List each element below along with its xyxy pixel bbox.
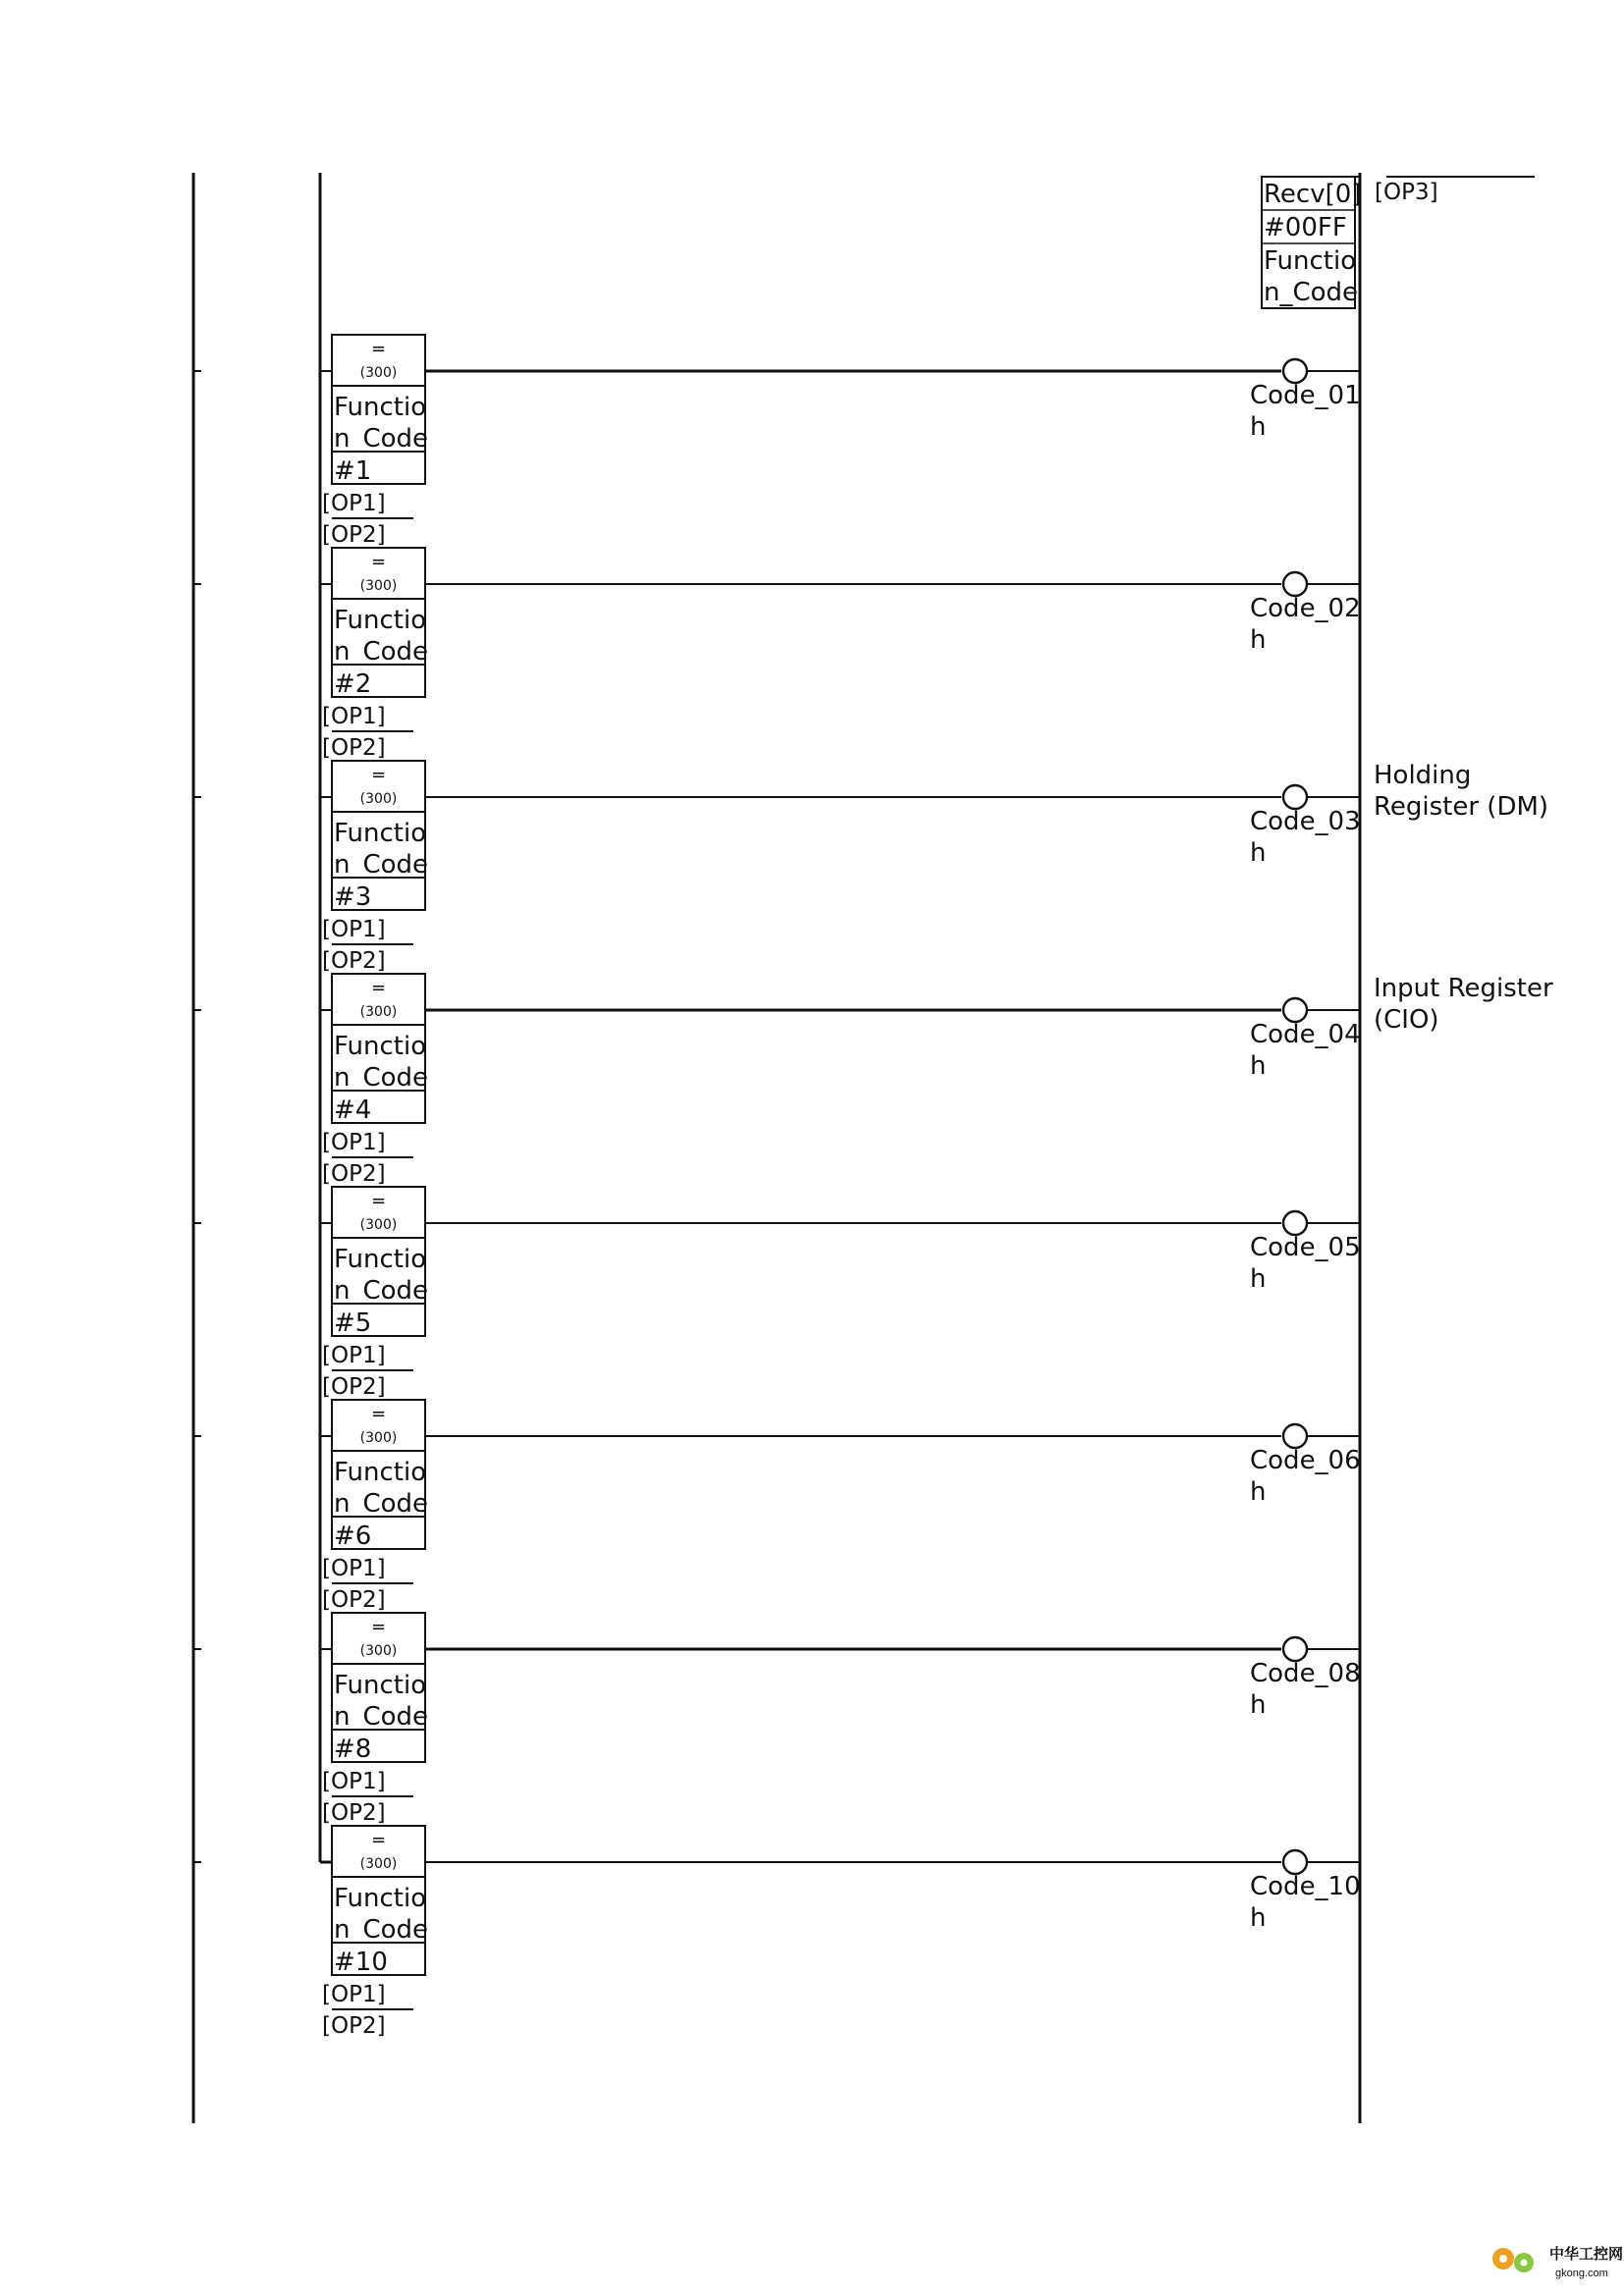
compare-symbol: = xyxy=(370,1617,387,1637)
op2-label: [OP2] xyxy=(322,522,386,548)
compare-operand-line: Functio xyxy=(334,1884,427,1913)
area-note: (CIO) xyxy=(1374,1005,1439,1035)
area-note: Register (DM) xyxy=(1374,792,1549,822)
coil-address: h xyxy=(1250,838,1267,868)
compare-code: (300) xyxy=(359,365,398,381)
op2-label: [OP2] xyxy=(322,1800,386,1826)
coil-address: Code_06 xyxy=(1250,1446,1361,1475)
op2-label: [OP2] xyxy=(322,1587,386,1613)
compare-constant: #1 xyxy=(334,456,372,486)
coil-address: Code_04 xyxy=(1250,1020,1361,1049)
watermark-text-url: gkong.com xyxy=(1555,2268,1608,2279)
compare-operand-line: Functio xyxy=(334,1458,427,1487)
coil-address: h xyxy=(1250,412,1267,442)
compare-constant: #10 xyxy=(334,1948,388,1977)
compare-operand-line: n_Code xyxy=(334,850,429,880)
move-block-row: #00FF xyxy=(1264,213,1347,242)
compare-constant: #3 xyxy=(334,882,372,912)
coil-address: h xyxy=(1250,1051,1267,1081)
compare-operand-line: Functio xyxy=(334,819,427,848)
coil-address: Code_05 xyxy=(1250,1233,1361,1262)
op2-label: [OP2] xyxy=(322,948,386,974)
move-block-row: n_Code xyxy=(1264,278,1359,307)
op1-label: [OP1] xyxy=(322,1130,386,1155)
coil-address: Code_08 xyxy=(1250,1659,1361,1688)
coil-icon xyxy=(1283,1424,1307,1448)
coil-address: Code_01 xyxy=(1250,381,1361,410)
area-note: Holding xyxy=(1374,761,1472,790)
coil-address: h xyxy=(1250,1264,1267,1294)
compare-code: (300) xyxy=(359,1217,398,1233)
compare-operand-line: n_Code xyxy=(334,424,429,454)
compare-operand-line: n_Code xyxy=(334,637,429,667)
op3-label: [OP3] xyxy=(1375,180,1438,205)
op2-label: [OP2] xyxy=(322,1374,386,1400)
compare-symbol: = xyxy=(370,1191,387,1211)
compare-operand-line: n_Code xyxy=(334,1702,429,1732)
gear-icon xyxy=(1492,2248,1534,2272)
op2-label: [OP2] xyxy=(322,2013,386,2039)
rungs-group xyxy=(193,335,1553,2039)
coil-icon xyxy=(1283,998,1307,1022)
compare-operand-line: Functio xyxy=(334,1032,427,1061)
compare-operand-line: n_Code xyxy=(334,1063,429,1093)
watermark-logo xyxy=(1492,2245,1623,2279)
compare-operand-line: Functio xyxy=(334,1245,427,1274)
compare-symbol: = xyxy=(370,339,387,359)
compare-operand-line: Functio xyxy=(334,606,427,635)
compare-constant: #2 xyxy=(334,669,372,699)
op1-label: [OP1] xyxy=(322,1982,386,2007)
op1-label: [OP1] xyxy=(322,917,386,942)
compare-constant: #4 xyxy=(334,1095,372,1125)
compare-constant: #5 xyxy=(334,1308,372,1338)
area-note: Input Register xyxy=(1374,974,1553,1003)
coil-address: Code_02 xyxy=(1250,594,1361,623)
compare-operand-line: n_Code xyxy=(334,1276,429,1306)
compare-code: (300) xyxy=(359,791,398,807)
op1-label: [OP1] xyxy=(322,491,386,516)
compare-code: (300) xyxy=(359,1004,398,1020)
compare-code: (300) xyxy=(359,1430,398,1446)
coil-address: h xyxy=(1250,1477,1267,1507)
move-instruction-block xyxy=(1262,177,1535,308)
compare-symbol: = xyxy=(370,552,387,572)
op1-label: [OP1] xyxy=(322,704,386,729)
compare-symbol: = xyxy=(370,1404,387,1424)
coil-icon xyxy=(1283,572,1307,596)
coil-icon xyxy=(1283,1637,1307,1661)
coil-icon xyxy=(1283,785,1307,809)
op1-label: [OP1] xyxy=(322,1556,386,1581)
coil-address: h xyxy=(1250,1903,1267,1933)
coil-address: Code_03 xyxy=(1250,807,1361,836)
coil-address: h xyxy=(1250,1690,1267,1720)
op1-label: [OP1] xyxy=(322,1343,386,1368)
compare-symbol: = xyxy=(370,765,387,785)
move-block-row: Recv[0] xyxy=(1264,180,1362,209)
compare-code: (300) xyxy=(359,1643,398,1659)
compare-operand-line: n_Code xyxy=(334,1489,429,1519)
op1-label: [OP1] xyxy=(322,1769,386,1794)
move-block-row: Functio xyxy=(1264,246,1357,276)
compare-operand-line: Functio xyxy=(334,1671,427,1700)
compare-constant: #8 xyxy=(334,1735,372,1764)
coil-address: Code_10 xyxy=(1250,1872,1361,1901)
coil-icon xyxy=(1283,1211,1307,1235)
coil-icon xyxy=(1283,359,1307,383)
op2-label: [OP2] xyxy=(322,735,386,761)
compare-symbol: = xyxy=(370,978,387,998)
compare-operand-line: Functio xyxy=(334,393,427,422)
compare-symbol: = xyxy=(370,1830,387,1850)
watermark-text-cn: 中华工控网 xyxy=(1549,2246,1624,2263)
op2-label: [OP2] xyxy=(322,1161,386,1187)
compare-operand-line: n_Code xyxy=(334,1915,429,1945)
coil-icon xyxy=(1283,1850,1307,1874)
coil-address: h xyxy=(1250,625,1267,655)
compare-code: (300) xyxy=(359,578,398,594)
compare-constant: #6 xyxy=(334,1522,372,1551)
compare-code: (300) xyxy=(359,1856,398,1872)
